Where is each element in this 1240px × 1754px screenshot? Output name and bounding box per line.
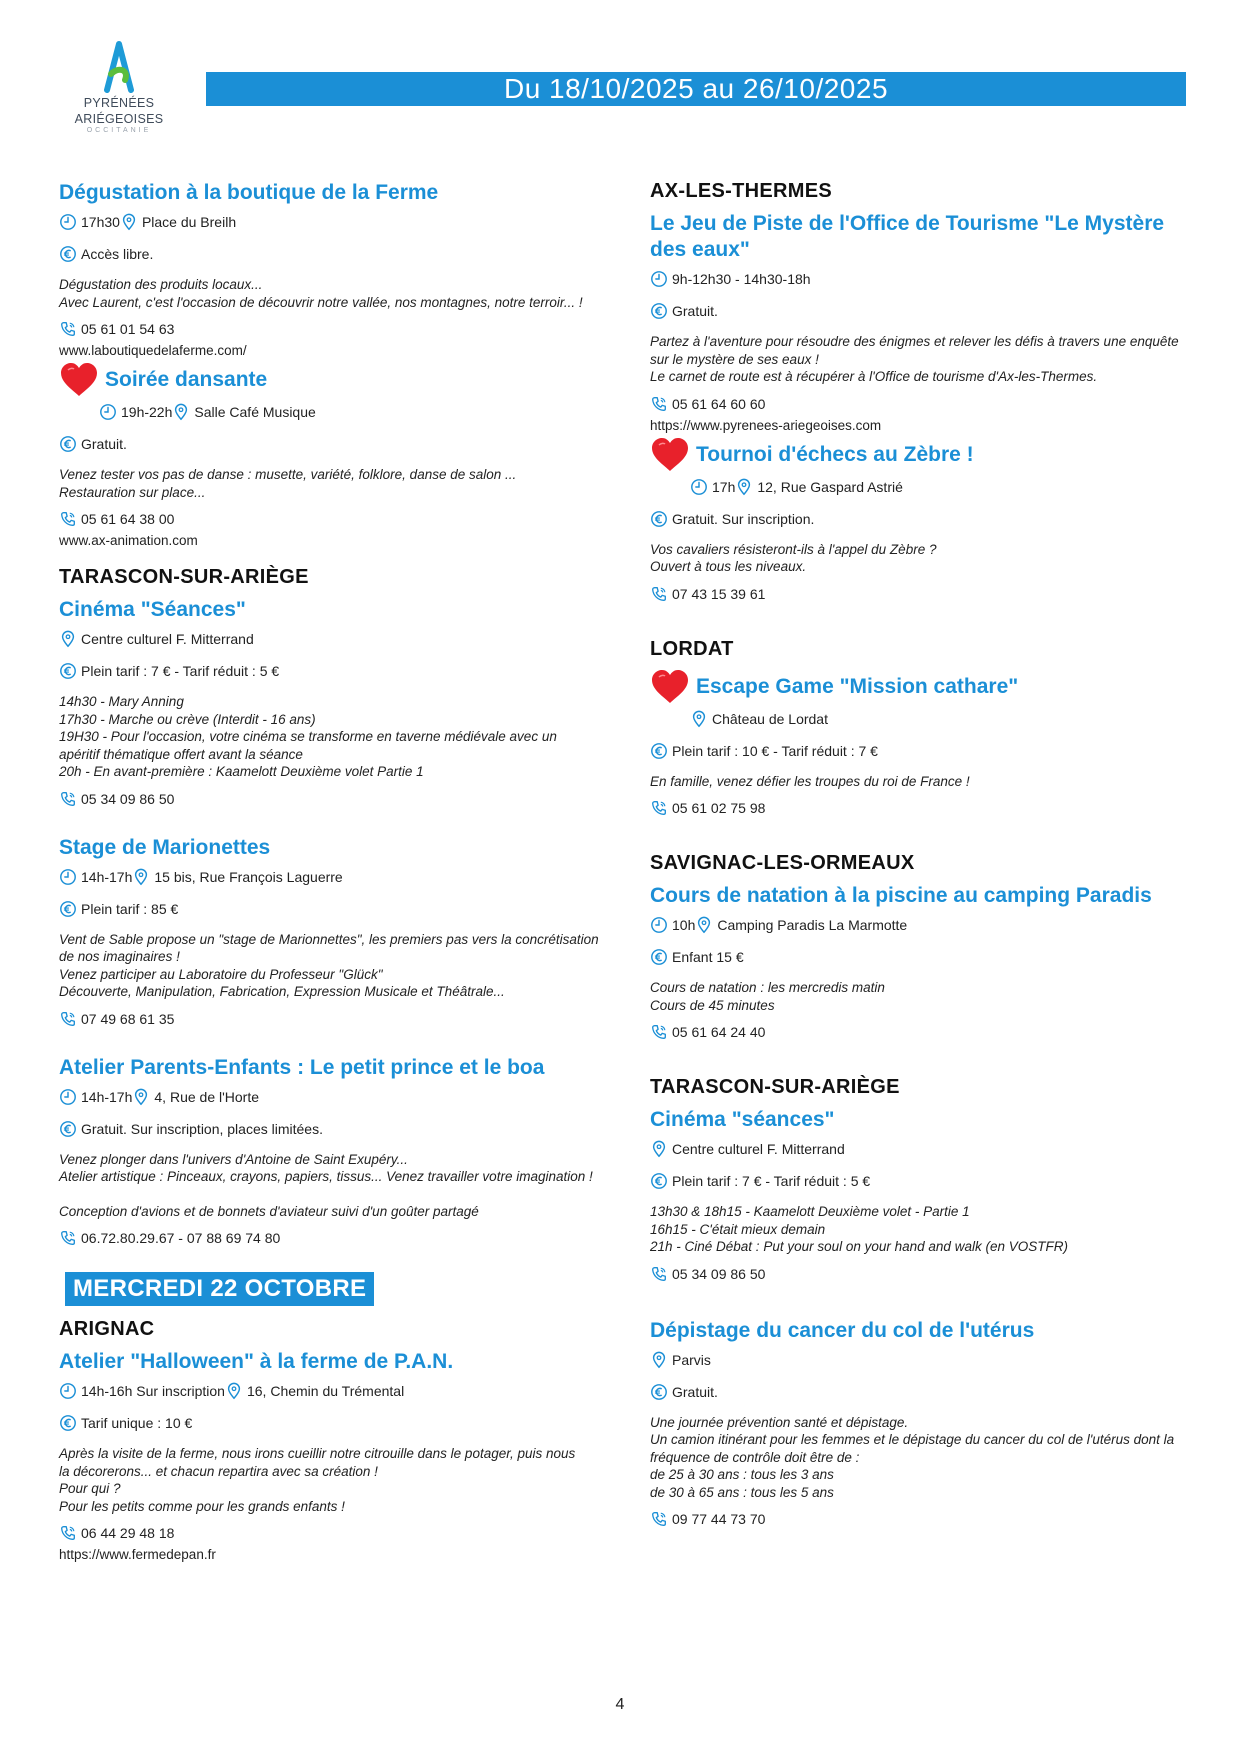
euro-icon bbox=[59, 900, 77, 918]
phone-row bbox=[650, 1264, 1195, 1284]
phone-icon bbox=[650, 585, 668, 603]
event-description bbox=[59, 466, 599, 501]
event-title: Dépistage du cancer du col de l'utérus bbox=[650, 1318, 1035, 1342]
favorite-title-row bbox=[650, 437, 1195, 473]
event-price: Accès libre. bbox=[81, 246, 154, 262]
event-phone[interactable]: 05 61 64 38 00 bbox=[81, 511, 175, 527]
event-price: Tarif unique : 10 € bbox=[81, 1415, 193, 1431]
logo-text-2: ARIÉGEOISES bbox=[74, 112, 164, 126]
price-row bbox=[650, 741, 1195, 761]
favorite-title-row bbox=[59, 362, 599, 398]
desc-line: Ouvert à tous les niveaux. bbox=[650, 559, 807, 574]
desc-line: Pour les petits comme pour les grands enfants ! bbox=[59, 1498, 345, 1514]
phone-row bbox=[650, 584, 1195, 604]
pin-icon bbox=[120, 213, 138, 231]
event-description bbox=[59, 693, 599, 781]
euro-icon bbox=[650, 302, 668, 320]
town-heading: SAVIGNAC-LES-ORMEAUX bbox=[650, 852, 915, 874]
event-time: 17h bbox=[712, 478, 736, 495]
time-place-row bbox=[59, 867, 599, 887]
time-place-row bbox=[650, 915, 1195, 935]
logo-mark-icon bbox=[99, 40, 139, 94]
event-title: Cinéma "Séances" bbox=[59, 598, 246, 621]
event-phone[interactable]: 06 44 29 48 18 bbox=[81, 1525, 175, 1541]
time-place-row bbox=[59, 1087, 599, 1107]
event-description bbox=[59, 1445, 599, 1515]
event-description bbox=[650, 333, 1195, 386]
clock-icon bbox=[59, 868, 77, 886]
event-place: 16, Chemin du Trémental bbox=[246, 1383, 405, 1399]
price-row bbox=[650, 301, 1195, 321]
event-card bbox=[59, 180, 599, 358]
event-place: Château de Lordat bbox=[712, 710, 828, 727]
clock-icon bbox=[650, 916, 668, 934]
event-title: Cinéma "séances" bbox=[650, 1108, 835, 1131]
phone-row bbox=[59, 789, 599, 809]
clock-icon bbox=[650, 270, 668, 288]
event-price: Gratuit. Sur inscription, places limitées. bbox=[81, 1120, 323, 1137]
event-time: 14h-17h bbox=[81, 1088, 133, 1105]
event-place: Camping Paradis La Marmotte bbox=[717, 917, 908, 933]
euro-icon bbox=[59, 435, 77, 453]
town-heading: ARIGNAC bbox=[59, 1318, 155, 1340]
event-place: 4, Rue de l'Horte bbox=[154, 1088, 260, 1105]
event-card bbox=[59, 835, 599, 1029]
euro-icon bbox=[650, 948, 668, 966]
event-price: Gratuit. bbox=[81, 436, 127, 452]
event-description bbox=[59, 276, 599, 311]
event-title: Cours de natation à la piscine au camping Paradis bbox=[650, 884, 1152, 907]
euro-icon bbox=[59, 1414, 77, 1432]
euro-icon bbox=[59, 662, 77, 680]
desc-line: 14h30 - Mary Anning bbox=[59, 694, 184, 709]
desc-line: Atelier artistique : Pinceaux, crayons, papiers, tissus... Venez travailler votre imagination ! bbox=[59, 1169, 593, 1184]
pin-icon bbox=[172, 403, 190, 421]
event-url[interactable]: www.ax-animation.com bbox=[59, 533, 198, 548]
event-place: Place du Breilh bbox=[141, 214, 237, 230]
phone-icon bbox=[650, 1265, 668, 1283]
heart-icon bbox=[59, 362, 99, 398]
euro-icon bbox=[59, 1120, 77, 1138]
price-row bbox=[59, 434, 599, 454]
desc-line: Cours de 45 minutes bbox=[650, 997, 775, 1013]
phone-icon bbox=[59, 790, 77, 808]
event-price: Plein tarif : 7 € - Tarif réduit : 5 € bbox=[672, 1173, 871, 1189]
phone-row bbox=[59, 1523, 599, 1543]
event-price: Gratuit. Sur inscription. bbox=[672, 510, 815, 527]
event-place: Centre culturel F. Mitterrand bbox=[672, 1141, 845, 1157]
event-phone[interactable]: 05 61 64 60 60 bbox=[672, 395, 766, 412]
price-row bbox=[59, 1119, 599, 1139]
date-range-banner: Du 18/10/2025 au 26/10/2025 bbox=[206, 72, 1186, 106]
desc-line: sur le mystère de ses eaux ! bbox=[650, 351, 819, 367]
phone-icon bbox=[59, 1524, 77, 1542]
town-heading: TARASCON-SUR-ARIÈGE bbox=[59, 566, 309, 588]
event-price: Enfant 15 € bbox=[672, 949, 744, 965]
town-heading: AX-LES-THERMES bbox=[650, 180, 832, 202]
phone-icon bbox=[650, 1510, 668, 1528]
price-row bbox=[59, 899, 599, 919]
desc-line: Vent de Sable propose un "stage de Marionnettes", les premiers pas vers la concrétisation bbox=[59, 931, 599, 947]
desc-line: 17h30 - Marche ou crève (Interdit - 16 ans) bbox=[59, 711, 316, 727]
event-place: Centre culturel F. Mitterrand bbox=[81, 631, 254, 647]
pin-icon bbox=[695, 916, 713, 934]
pin-icon bbox=[735, 478, 753, 496]
pin-icon bbox=[650, 1351, 668, 1369]
event-phone[interactable]: 07 43 15 39 61 bbox=[672, 585, 766, 602]
clock-icon bbox=[59, 213, 77, 231]
event-card bbox=[650, 1318, 1195, 1530]
time-place-row bbox=[650, 477, 1195, 497]
event-title: Atelier "Halloween" à la ferme de P.A.N. bbox=[59, 1350, 454, 1373]
pin-icon bbox=[132, 1088, 150, 1106]
desc-line: 13h30 & 18h15 - Kaamelott Deuxième volet - Partie 1 bbox=[650, 1204, 970, 1219]
event-place: Parvis bbox=[672, 1351, 711, 1368]
event-card bbox=[650, 1107, 1195, 1284]
event-time: 14h-16h Sur inscription bbox=[81, 1383, 225, 1399]
event-phone[interactable]: 07 49 68 61 35 bbox=[81, 1010, 175, 1027]
desc-line: 20h - En avant-première : Kaamelott Deuxième volet Partie 1 bbox=[59, 764, 424, 779]
desc-line: Dégustation des produits locaux... bbox=[59, 277, 263, 292]
event-url[interactable]: https://www.pyrenees-ariegeoises.com bbox=[650, 417, 882, 433]
event-card bbox=[650, 437, 1195, 604]
desc-line: fréquence de contrôle doit être de : bbox=[650, 1449, 860, 1465]
clock-icon bbox=[690, 478, 708, 496]
event-url[interactable]: https://www.fermedepan.fr bbox=[59, 1547, 216, 1562]
event-card bbox=[59, 362, 599, 548]
event-price: Plein tarif : 7 € - Tarif réduit : 5 € bbox=[81, 663, 280, 679]
desc-line: Avec Laurent, c'est l'occasion de découvrir notre vallée, nos montagnes, notre terroir... ! bbox=[59, 294, 583, 310]
heart-icon bbox=[650, 437, 690, 473]
price-row bbox=[650, 509, 1195, 529]
desc-line: En famille, venez défier les troupes du roi de France ! bbox=[650, 773, 970, 789]
pin-icon bbox=[225, 1382, 243, 1400]
event-time: 14h-17h bbox=[81, 868, 133, 885]
event-title: Escape Game "Mission cathare" bbox=[696, 674, 1019, 698]
page-number: 4 bbox=[615, 1696, 625, 1713]
event-price: Gratuit. bbox=[672, 303, 718, 319]
event-title: Stage de Marionettes bbox=[59, 835, 271, 859]
time-place-row bbox=[59, 212, 599, 232]
desc-line: Cours de natation : les mercredis matin bbox=[650, 980, 885, 995]
desc-line: Venez tester vos pas de danse : musette, variété, folklore, danse de salon ... bbox=[59, 467, 517, 482]
euro-icon bbox=[650, 1383, 668, 1401]
phone-row bbox=[650, 1509, 1195, 1529]
event-card bbox=[59, 597, 599, 809]
event-place: Salle Café Musique bbox=[194, 404, 316, 420]
event-phone[interactable]: 05 34 09 86 50 bbox=[81, 790, 175, 807]
event-card bbox=[650, 669, 1195, 819]
desc-line: Découverte, Manipulation, Fabrication, Expression Musicale et Théâtrale... bbox=[59, 984, 505, 999]
event-card bbox=[650, 883, 1195, 1042]
event-phone[interactable]: 05 61 02 75 98 bbox=[672, 800, 766, 816]
desc-line bbox=[59, 1186, 599, 1203]
logo-text-1: PYRÉNÉES bbox=[83, 96, 155, 110]
desc-line: 19H30 - Pour l'occasion, votre cinéma se transforme en taverne médiévale avec un bbox=[59, 729, 557, 744]
event-description bbox=[59, 931, 599, 1001]
phone-row bbox=[59, 1009, 599, 1029]
phone-icon bbox=[59, 510, 77, 528]
pin-icon bbox=[59, 630, 77, 648]
desc-line: Après la visite de la ferme, nous irons cueillir notre citrouille dans le potager, puis nous bbox=[59, 1446, 576, 1461]
event-phone[interactable]: 05 61 01 54 63 bbox=[81, 321, 175, 337]
euro-icon bbox=[650, 1172, 668, 1190]
phone-icon bbox=[650, 799, 668, 817]
phone-row bbox=[59, 1228, 599, 1248]
event-phone[interactable]: 09 77 44 73 70 bbox=[672, 1511, 766, 1527]
clock-icon bbox=[59, 1382, 77, 1400]
price-row bbox=[650, 1382, 1195, 1402]
desc-line: Restauration sur place... bbox=[59, 484, 206, 500]
left-column bbox=[59, 180, 599, 1596]
price-row bbox=[59, 1413, 599, 1433]
day-heading: MERCREDI 22 OCTOBRE bbox=[65, 1272, 374, 1306]
desc-line: 21h - Ciné Débat : Put your soul on your hand and walk (en VOSTFR) bbox=[650, 1239, 1068, 1254]
brand-logo bbox=[74, 40, 164, 140]
pin-icon bbox=[690, 710, 708, 728]
price-row bbox=[650, 1171, 1195, 1191]
event-phone[interactable]: 05 61 64 24 40 bbox=[672, 1024, 766, 1040]
favorite-title-row bbox=[650, 669, 1195, 705]
event-description bbox=[650, 1203, 1195, 1256]
time-place-row bbox=[59, 402, 599, 422]
phone-row bbox=[59, 509, 599, 529]
heart-icon bbox=[650, 669, 690, 705]
euro-icon bbox=[650, 742, 668, 760]
desc-line: de 30 à 65 ans : tous les 5 ans bbox=[650, 1484, 834, 1500]
event-time: 9h-12h30 - 14h30-18h bbox=[672, 271, 811, 287]
pin-icon bbox=[650, 1140, 668, 1158]
event-title: Atelier Parents-Enfants : Le petit prince et le boa bbox=[59, 1055, 545, 1079]
event-title: Soirée dansante bbox=[105, 368, 268, 391]
desc-line: Venez participer au Laboratoire du Professeur "Glück" bbox=[59, 966, 383, 982]
desc-line: Pour qui ? bbox=[59, 1481, 121, 1496]
event-price: Plein tarif : 10 € - Tarif réduit : 7 € bbox=[672, 742, 878, 759]
desc-line: de nos imaginaires ! bbox=[59, 949, 180, 964]
town-heading: TARASCON-SUR-ARIÈGE bbox=[650, 1076, 900, 1098]
desc-line: apéritif thématique offert avant la séance bbox=[59, 746, 303, 762]
desc-line: 16h15 - C'était mieux demain bbox=[650, 1221, 826, 1237]
desc-line: Conception d'avions et de bonnets d'aviateur suivi d'un goûter partagé bbox=[59, 1203, 479, 1219]
event-phone[interactable]: 06.72.80.29.67 - 07 88 69 74 80 bbox=[81, 1230, 281, 1246]
event-title: Tournoi d'échecs au Zèbre ! bbox=[696, 442, 974, 466]
town-heading: LORDAT bbox=[650, 637, 734, 660]
event-price: Plein tarif : 85 € bbox=[81, 900, 179, 917]
event-time: 10h bbox=[672, 917, 696, 933]
phone-icon bbox=[650, 395, 668, 413]
euro-icon bbox=[650, 510, 668, 528]
place-row bbox=[650, 709, 1195, 729]
event-price: Gratuit. bbox=[672, 1383, 718, 1400]
clock-icon bbox=[59, 1088, 77, 1106]
desc-line: Un camion itinérant pour les femmes et le dépistage du cancer du col de l'utérus dont la bbox=[650, 1432, 1175, 1447]
desc-line: Le carnet de route est à récupérer à l'Office de tourisme d'Ax-les-Thermes. bbox=[650, 369, 1098, 384]
event-url[interactable]: www.laboutiquedelaferme.com/ bbox=[59, 343, 247, 358]
event-card bbox=[59, 1349, 599, 1562]
desc-line: Partez à l'aventure pour résoudre des énigmes et relever les défis à travers une enquête bbox=[650, 334, 1179, 349]
time-place-row bbox=[59, 1381, 599, 1401]
clock-icon bbox=[99, 403, 117, 421]
phone-icon bbox=[650, 1023, 668, 1041]
event-title: Dégustation à la boutique de la Ferme bbox=[59, 181, 439, 204]
desc-line: de 25 à 30 ans : tous les 3 ans bbox=[650, 1467, 834, 1482]
phone-row bbox=[650, 394, 1195, 414]
place-row bbox=[59, 629, 599, 649]
phone-icon bbox=[59, 1229, 77, 1247]
phone-row bbox=[650, 798, 1195, 818]
phone-row bbox=[59, 319, 599, 339]
event-description bbox=[650, 979, 1195, 1014]
event-time: 17h30 bbox=[81, 214, 120, 230]
right-column bbox=[650, 180, 1195, 1563]
event-description bbox=[650, 1414, 1195, 1502]
price-row bbox=[650, 947, 1195, 967]
desc-line: la décorerons... et chacun repartira avec sa création ! bbox=[59, 1463, 378, 1479]
place-row bbox=[650, 1139, 1195, 1159]
event-description bbox=[650, 773, 1195, 791]
logo-text-3: OCCITANIE bbox=[86, 127, 152, 134]
event-time: 19h-22h bbox=[121, 404, 173, 420]
desc-line: Venez plonger dans l'univers d'Antoine de Saint Exupéry... bbox=[59, 1151, 408, 1167]
event-card bbox=[650, 211, 1195, 433]
place-row bbox=[650, 1350, 1195, 1370]
euro-icon bbox=[59, 245, 77, 263]
event-title: Le Jeu de Piste de l'Office de Tourisme "Le Mystère des eaux" bbox=[650, 212, 1165, 261]
pin-icon bbox=[132, 868, 150, 886]
time-row bbox=[650, 269, 1195, 289]
desc-line: Vos cavaliers résisteront-ils à l'appel du Zèbre ? bbox=[650, 541, 937, 557]
phone-row bbox=[650, 1022, 1195, 1042]
event-card bbox=[59, 1055, 599, 1249]
phone-icon bbox=[59, 1010, 77, 1028]
event-place: 15 bis, Rue François Laguerre bbox=[154, 868, 343, 885]
price-row bbox=[59, 661, 599, 681]
event-description bbox=[59, 1151, 599, 1221]
event-description bbox=[650, 541, 1195, 576]
event-phone[interactable]: 05 34 09 86 50 bbox=[672, 1265, 766, 1282]
price-row bbox=[59, 244, 599, 264]
event-place: 12, Rue Gaspard Astrié bbox=[757, 478, 903, 495]
desc-line: Une journée prévention santé et dépistage. bbox=[650, 1414, 909, 1430]
phone-icon bbox=[59, 320, 77, 338]
